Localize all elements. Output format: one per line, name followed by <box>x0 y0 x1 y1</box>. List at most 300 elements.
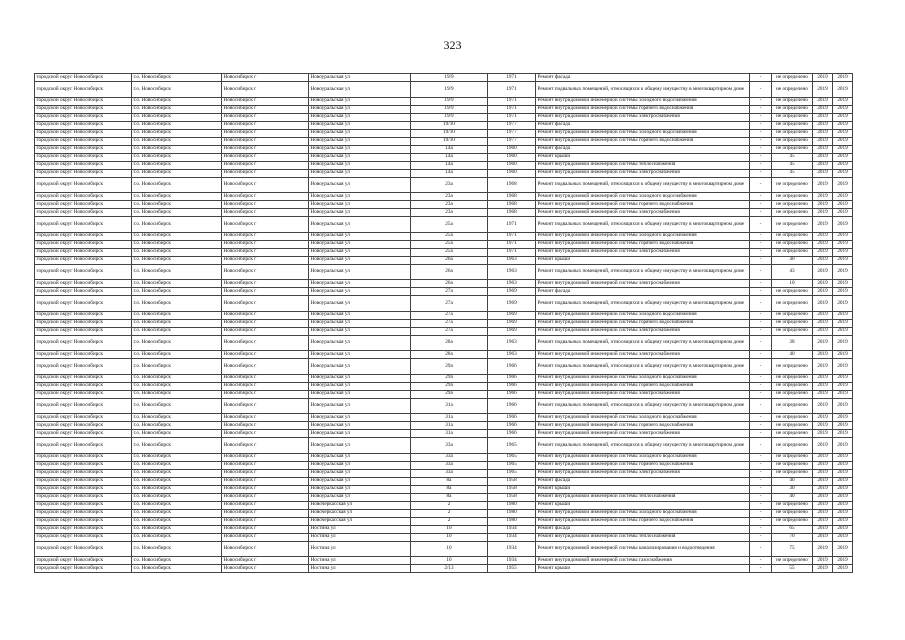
cell-work-type: Ремонт крыши <box>536 153 750 161</box>
cell-house: 27а <box>411 319 488 327</box>
cell-work-type: Ремонт внутридомовой инженерной системы холодного водоснабжения <box>536 232 750 240</box>
cell-cost: не определено <box>772 359 813 375</box>
cell-year-end: 2019 <box>833 390 853 398</box>
table-row <box>35 541 853 557</box>
cell-house: 23а <box>411 193 488 201</box>
cell-okrug: городской округ Новосибирск <box>35 153 132 161</box>
cell-cost: 45 <box>772 153 813 161</box>
cell-municipality: г.о. Новосибирск <box>132 296 222 312</box>
cell-work-type: Ремонт внутридомовой инженерной системы электроснабжения <box>536 248 750 256</box>
cell-okrug: городской округ Новосибирск <box>35 382 132 390</box>
cell-dash: - <box>750 161 772 169</box>
cell-municipality: г.о. Новосибирск <box>132 113 222 121</box>
cell-cost: не определено <box>772 422 813 430</box>
cell-cost: 65 <box>772 525 813 533</box>
cell-year-end: 2019 <box>833 121 853 129</box>
cell-work-type: Ремонт внутридомовой инженерной системы электроснабжения <box>536 327 750 335</box>
cell-municipality: г.о. Новосибирск <box>132 177 222 193</box>
cell-okrug: городской округ Новосибирск <box>35 469 132 477</box>
cell-year-start: 2019 <box>813 82 833 98</box>
cell-dash: - <box>750 517 772 525</box>
table-row <box>35 438 853 454</box>
cell-year: 1969 <box>488 327 536 335</box>
cell-year-end: 2019 <box>833 311 853 319</box>
cell-house: 10 <box>411 525 488 533</box>
cell-house: 19/10 <box>411 121 488 129</box>
cell-house: 25а <box>411 240 488 248</box>
table-row <box>35 217 853 233</box>
table-row <box>35 509 853 517</box>
cell-municipality: г.о. Новосибирск <box>132 209 222 217</box>
cell-cost: 38 <box>772 335 813 351</box>
cell-settlement: Новосибирск г <box>222 414 309 422</box>
cell-okrug: городской округ Новосибирск <box>35 461 132 469</box>
cell-cost: не определено <box>772 319 813 327</box>
cell-municipality: г.о. Новосибирск <box>132 97 222 105</box>
cell-year: 1963 <box>488 351 536 359</box>
cell-year-start: 2019 <box>813 565 833 573</box>
cell-municipality: г.о. Новосибирск <box>132 335 222 351</box>
cell-work-type: Ремонт внутридомовой инженерной системы электроснабжения <box>536 390 750 398</box>
cell-settlement: Новосибирск г <box>222 351 309 359</box>
cell-street: Ностина ул <box>309 525 411 533</box>
cell-year-start: 2019 <box>813 264 833 280</box>
cell-municipality: г.о. Новосибирск <box>132 382 222 390</box>
cell-okrug: городской округ Новосибирск <box>35 422 132 430</box>
cell-year-start: 2019 <box>813 453 833 461</box>
cell-okrug: городской округ Новосибирск <box>35 517 132 525</box>
cell-okrug: городской округ Новосибирск <box>35 327 132 335</box>
cell-year-start: 2019 <box>813 169 833 177</box>
cell-house: 2/13 <box>411 565 488 573</box>
cell-year: 1960 <box>488 169 536 177</box>
cell-settlement: Новосибирск г <box>222 430 309 438</box>
cell-okrug: городской округ Новосибирск <box>35 248 132 256</box>
cell-house: 19/10 <box>411 129 488 137</box>
cell-settlement: Новосибирск г <box>222 288 309 296</box>
cell-work-type: Ремонт внутридомовой инженерной системы холодного водоснабжения <box>536 453 750 461</box>
cell-year-start: 2019 <box>813 74 833 82</box>
cell-year: 1968 <box>488 177 536 193</box>
cell-street: Новоуральская ул <box>309 288 411 296</box>
cell-settlement: Новосибирск г <box>222 82 309 98</box>
cell-street: Новоуральская ул <box>309 485 411 493</box>
cell-house: 27а <box>411 327 488 335</box>
cell-dash: - <box>750 453 772 461</box>
table-row <box>35 501 853 509</box>
cell-cost: не определено <box>772 517 813 525</box>
cell-cost: не определено <box>772 201 813 209</box>
cell-house: 2 <box>411 501 488 509</box>
cell-municipality: г.о. Новосибирск <box>132 264 222 280</box>
cell-year-end: 2019 <box>833 177 853 193</box>
cell-year-end: 2019 <box>833 129 853 137</box>
cell-house: 14а <box>411 161 488 169</box>
cell-work-type: Ремонт внутридомовой инженерной системы электроснабжения <box>536 351 750 359</box>
cell-settlement: Новосибирск г <box>222 390 309 398</box>
cell-okrug: городской округ Новосибирск <box>35 161 132 169</box>
cell-dash: - <box>750 501 772 509</box>
cell-house: 19/9 <box>411 74 488 82</box>
cell-year: 1971 <box>488 74 536 82</box>
cell-municipality: г.о. Новосибирск <box>132 145 222 153</box>
cell-okrug: городской округ Новосибирск <box>35 264 132 280</box>
cell-house: 28а <box>411 351 488 359</box>
table-row <box>35 296 853 312</box>
cell-dash: - <box>750 217 772 233</box>
cell-cost: не определено <box>772 390 813 398</box>
cell-year-end: 2019 <box>833 105 853 113</box>
cell-cost: не определено <box>772 74 813 82</box>
cell-dash: - <box>750 145 772 153</box>
cell-street: Новоуральская ул <box>309 430 411 438</box>
cell-year: 1969 <box>488 296 536 312</box>
cell-house: 10 <box>411 541 488 557</box>
cell-year-end: 2019 <box>833 256 853 264</box>
cell-settlement: Новосибирск г <box>222 153 309 161</box>
cell-year-end: 2019 <box>833 359 853 375</box>
cell-okrug: городской округ Новосибирск <box>35 82 132 98</box>
cell-municipality: г.о. Новосибирск <box>132 129 222 137</box>
cell-dash: - <box>750 193 772 201</box>
cell-municipality: г.о. Новосибирск <box>132 248 222 256</box>
cell-year-start: 2019 <box>813 296 833 312</box>
cell-settlement: Новосибирск г <box>222 137 309 145</box>
cell-year: 1960 <box>488 161 536 169</box>
cell-settlement: Новосибирск г <box>222 74 309 82</box>
cell-house: 27а <box>411 296 488 312</box>
cell-cost: не определено <box>772 145 813 153</box>
cell-municipality: г.о. Новосибирск <box>132 311 222 319</box>
cell-municipality: г.о. Новосибирск <box>132 74 222 82</box>
cell-year-start: 2019 <box>813 517 833 525</box>
cell-municipality: г.о. Новосибирск <box>132 422 222 430</box>
cell-street: Новоуральская ул <box>309 97 411 105</box>
cell-year: 1966 <box>488 398 536 414</box>
cell-street: Новоуральская ул <box>309 153 411 161</box>
cell-year-start: 2019 <box>813 327 833 335</box>
cell-year-end: 2019 <box>833 232 853 240</box>
cell-year-start: 2019 <box>813 280 833 288</box>
cell-work-type: Ремонт подвальных помещений, относящихся к общему имуществу в многоквартирном доме <box>536 335 750 351</box>
cell-year-end: 2019 <box>833 209 853 217</box>
cell-dash: - <box>750 525 772 533</box>
cell-cost: не определено <box>772 296 813 312</box>
cell-year: 1971 <box>488 82 536 98</box>
table-row <box>35 193 853 201</box>
cell-year-end: 2019 <box>833 145 853 153</box>
cell-street: Новоуральская ул <box>309 327 411 335</box>
cell-municipality: г.о. Новосибирск <box>132 565 222 573</box>
cell-house: 27а <box>411 288 488 296</box>
cell-work-type: Ремонт внутридомовой инженерной системы горячего водоснабжения <box>536 137 750 145</box>
cell-okrug: городской округ Новосибирск <box>35 296 132 312</box>
cell-year-start: 2019 <box>813 256 833 264</box>
cell-year-end: 2019 <box>833 161 853 169</box>
cell-okrug: городской округ Новосибирск <box>35 240 132 248</box>
cell-street: Новоуральская ул <box>309 82 411 98</box>
cell-street: Новоуральская ул <box>309 74 411 82</box>
cell-year-start: 2019 <box>813 477 833 485</box>
cell-settlement: Новосибирск г <box>222 177 309 193</box>
cell-cost: не определено <box>772 105 813 113</box>
cell-street: Новоуральская ул <box>309 177 411 193</box>
cell-work-type: Ремонт внутридомовой инженерной системы холодного водоснабжения <box>536 311 750 319</box>
cell-dash: - <box>750 105 772 113</box>
table-row <box>35 461 853 469</box>
cell-dash: - <box>750 382 772 390</box>
cell-year-start: 2019 <box>813 240 833 248</box>
table-row <box>35 525 853 533</box>
cell-municipality: г.о. Новосибирск <box>132 288 222 296</box>
cell-dash: - <box>750 129 772 137</box>
table-row <box>35 209 853 217</box>
cell-municipality: г.о. Новосибирск <box>132 201 222 209</box>
cell-settlement: Новосибирск г <box>222 398 309 414</box>
cell-work-type: Ремонт подвальных помещений, относящихся к общему имуществу в многоквартирном доме <box>536 438 750 454</box>
cell-municipality: г.о. Новосибирск <box>132 137 222 145</box>
cell-work-type: Ремонт внутридомовой инженерной системы холодного водоснабжения <box>536 129 750 137</box>
cell-settlement: Новосибирск г <box>222 501 309 509</box>
cell-house: 19/9 <box>411 97 488 105</box>
cell-street: Новоуральская ул <box>309 280 411 288</box>
cell-municipality: г.о. Новосибирск <box>132 541 222 557</box>
cell-dash: - <box>750 541 772 557</box>
cell-street: Новоуральская ул <box>309 319 411 327</box>
table-row <box>35 248 853 256</box>
cell-okrug: городской округ Новосибирск <box>35 485 132 493</box>
cell-year-end: 2019 <box>833 240 853 248</box>
cell-cost: не определено <box>772 232 813 240</box>
cell-municipality: г.о. Новосибирск <box>132 485 222 493</box>
cell-dash: - <box>750 390 772 398</box>
cell-cost: не определено <box>772 469 813 477</box>
cell-cost: 10 <box>772 280 813 288</box>
cell-work-type: Ремонт крыши <box>536 485 750 493</box>
cell-year-start: 2019 <box>813 129 833 137</box>
cell-okrug: городской округ Новосибирск <box>35 105 132 113</box>
cell-street: Новоуральская ул <box>309 248 411 256</box>
cell-year-end: 2019 <box>833 288 853 296</box>
cell-dash: - <box>750 422 772 430</box>
cell-street: Новочеркасская ул <box>309 517 411 525</box>
cell-dash: - <box>750 469 772 477</box>
cell-year: 1971 <box>488 113 536 121</box>
cell-year-end: 2019 <box>833 477 853 485</box>
cell-house: 8а <box>411 477 488 485</box>
cell-work-type: Ремонт внутридомовой инженерной системы горячего водоснабжения <box>536 319 750 327</box>
cell-settlement: Новосибирск г <box>222 327 309 335</box>
cell-work-type: Ремонт внутридомовой инженерной системы электроснабжения <box>536 209 750 217</box>
cell-dash: - <box>750 248 772 256</box>
cell-year: 1958 <box>488 477 536 485</box>
cell-year-end: 2019 <box>833 296 853 312</box>
cell-dash: - <box>750 177 772 193</box>
cell-municipality: г.о. Новосибирск <box>132 414 222 422</box>
cell-work-type: Ремонт внутридомовой инженерной системы холодного водоснабжения <box>536 414 750 422</box>
cell-house: 33а <box>411 469 488 477</box>
cell-work-type: Ремонт внутридомовой инженерной системы горячего водоснабжения <box>536 422 750 430</box>
cell-year-start: 2019 <box>813 311 833 319</box>
cell-year-end: 2019 <box>833 201 853 209</box>
cell-house: 29а <box>411 390 488 398</box>
cell-house: 29а <box>411 382 488 390</box>
cell-year-end: 2019 <box>833 525 853 533</box>
cell-street: Новоуральская ул <box>309 493 411 501</box>
cell-work-type: Ремонт внутридомовой инженерной системы холодного водоснабжения <box>536 509 750 517</box>
cell-street: Новоуральская ул <box>309 201 411 209</box>
cell-okrug: городской округ Новосибирск <box>35 280 132 288</box>
cell-year-end: 2019 <box>833 153 853 161</box>
cell-dash: - <box>750 74 772 82</box>
cell-dash: - <box>750 121 772 129</box>
cell-year: 1980 <box>488 509 536 517</box>
cell-street: Новоуральская ул <box>309 240 411 248</box>
cell-dash: - <box>750 374 772 382</box>
cell-dash: - <box>750 557 772 565</box>
cell-dash: - <box>750 493 772 501</box>
cell-year: 1968 <box>488 193 536 201</box>
cell-year-start: 2019 <box>813 485 833 493</box>
cell-cost: не определено <box>772 82 813 98</box>
cell-dash: - <box>750 359 772 375</box>
table-row <box>35 113 853 121</box>
cell-year: 1963 <box>488 280 536 288</box>
cell-municipality: г.о. Новосибирск <box>132 430 222 438</box>
cell-house: 23а <box>411 209 488 217</box>
cell-work-type: Ремонт подвальных помещений, относящихся к общему имуществу в многоквартирном доме <box>536 296 750 312</box>
cell-year-start: 2019 <box>813 105 833 113</box>
cell-dash: - <box>750 351 772 359</box>
table-row <box>35 430 853 438</box>
cell-okrug: городской округ Новосибирск <box>35 335 132 351</box>
cell-cost: не определено <box>772 557 813 565</box>
cell-year: 1977 <box>488 137 536 145</box>
cell-year-start: 2019 <box>813 533 833 541</box>
cell-year-end: 2019 <box>833 335 853 351</box>
cell-house: 10 <box>411 533 488 541</box>
cell-work-type: Ремонт внутридомовой инженерной системы электроснабжения <box>536 430 750 438</box>
table-row <box>35 533 853 541</box>
cell-okrug: городской округ Новосибирск <box>35 438 132 454</box>
table-row <box>35 517 853 525</box>
cell-settlement: Новосибирск г <box>222 422 309 430</box>
cell-house: 28а <box>411 335 488 351</box>
cell-year: 1966 <box>488 422 536 430</box>
cell-work-type: Ремонт фасада <box>536 525 750 533</box>
cell-cost: не определено <box>772 311 813 319</box>
cell-work-type: Ремонт фасада <box>536 288 750 296</box>
cell-work-type: Ремонт внутридомовой инженерной системы газоснабжения <box>536 557 750 565</box>
cell-municipality: г.о. Новосибирск <box>132 232 222 240</box>
cell-street: Новоуральская ул <box>309 359 411 375</box>
cell-year: 1965 <box>488 469 536 477</box>
table-row <box>35 177 853 193</box>
table-row <box>35 565 853 573</box>
cell-municipality: г.о. Новосибирск <box>132 398 222 414</box>
cell-street: Новоуральская ул <box>309 374 411 382</box>
cell-street: Новоуральская ул <box>309 438 411 454</box>
cell-year-end: 2019 <box>833 493 853 501</box>
cell-street: Ностина ул <box>309 565 411 573</box>
table-row <box>35 557 853 565</box>
table-row <box>35 351 853 359</box>
cell-okrug: городской округ Новосибирск <box>35 533 132 541</box>
cell-house: 19/9 <box>411 105 488 113</box>
cell-street: Новоуральская ул <box>309 193 411 201</box>
cell-municipality: г.о. Новосибирск <box>132 477 222 485</box>
cell-settlement: Новосибирск г <box>222 217 309 233</box>
cell-cost: не определено <box>772 374 813 382</box>
cell-street: Новоуральская ул <box>309 311 411 319</box>
cell-dash: - <box>750 335 772 351</box>
cell-year-start: 2019 <box>813 438 833 454</box>
cell-work-type: Ремонт фасада <box>536 145 750 153</box>
cell-year-end: 2019 <box>833 533 853 541</box>
table-row <box>35 327 853 335</box>
cell-year: 1934 <box>488 541 536 557</box>
cell-municipality: г.о. Новосибирск <box>132 390 222 398</box>
cell-work-type: Ремонт внутридомовой инженерной системы теплоснабжения <box>536 161 750 169</box>
cell-year-start: 2019 <box>813 493 833 501</box>
cell-year-start: 2019 <box>813 137 833 145</box>
cell-settlement: Новосибирск г <box>222 557 309 565</box>
cell-settlement: Новосибирск г <box>222 240 309 248</box>
cell-settlement: Новосибирск г <box>222 193 309 201</box>
cell-okrug: городской округ Новосибирск <box>35 137 132 145</box>
cell-year-start: 2019 <box>813 557 833 565</box>
cell-street: Новоуральская ул <box>309 169 411 177</box>
cell-dash: - <box>750 565 772 573</box>
cell-cost: не определено <box>772 430 813 438</box>
table-row <box>35 477 853 485</box>
cell-year: 1980 <box>488 501 536 509</box>
cell-year-end: 2019 <box>833 565 853 573</box>
cell-municipality: г.о. Новосибирск <box>132 105 222 113</box>
cell-settlement: Новосибирск г <box>222 319 309 327</box>
cell-cost: не определено <box>772 509 813 517</box>
table-row <box>35 97 853 105</box>
cell-year-end: 2019 <box>833 137 853 145</box>
cell-settlement: Новосибирск г <box>222 113 309 121</box>
cell-street: Новоуральская ул <box>309 105 411 113</box>
cell-year-start: 2019 <box>813 359 833 375</box>
cell-year-end: 2019 <box>833 217 853 233</box>
cell-okrug: городской округ Новосибирск <box>35 319 132 327</box>
cell-year-start: 2019 <box>813 422 833 430</box>
cell-okrug: городской округ Новосибирск <box>35 557 132 565</box>
table-row <box>35 201 853 209</box>
cell-settlement: Новосибирск г <box>222 565 309 573</box>
cell-house: 10 <box>411 557 488 565</box>
cell-settlement: Новосибирск г <box>222 264 309 280</box>
cell-okrug: городской округ Новосибирск <box>35 209 132 217</box>
cell-municipality: г.о. Новосибирск <box>132 469 222 477</box>
table-row <box>35 359 853 375</box>
cell-okrug: городской округ Новосибирск <box>35 145 132 153</box>
cell-settlement: Новосибирск г <box>222 382 309 390</box>
cell-settlement: Новосибирск г <box>222 248 309 256</box>
cell-settlement: Новосибирск г <box>222 509 309 517</box>
cell-year: 1966 <box>488 382 536 390</box>
table-row <box>35 169 853 177</box>
cell-okrug: городской округ Новосибирск <box>35 477 132 485</box>
cell-year-start: 2019 <box>813 469 833 477</box>
cell-work-type: Ремонт внутридомовой инженерной системы электроснабжения <box>536 113 750 121</box>
cell-work-type: Ремонт фасада <box>536 121 750 129</box>
cell-okrug: городской округ Новосибирск <box>35 129 132 137</box>
cell-okrug: городской округ Новосибирск <box>35 256 132 264</box>
